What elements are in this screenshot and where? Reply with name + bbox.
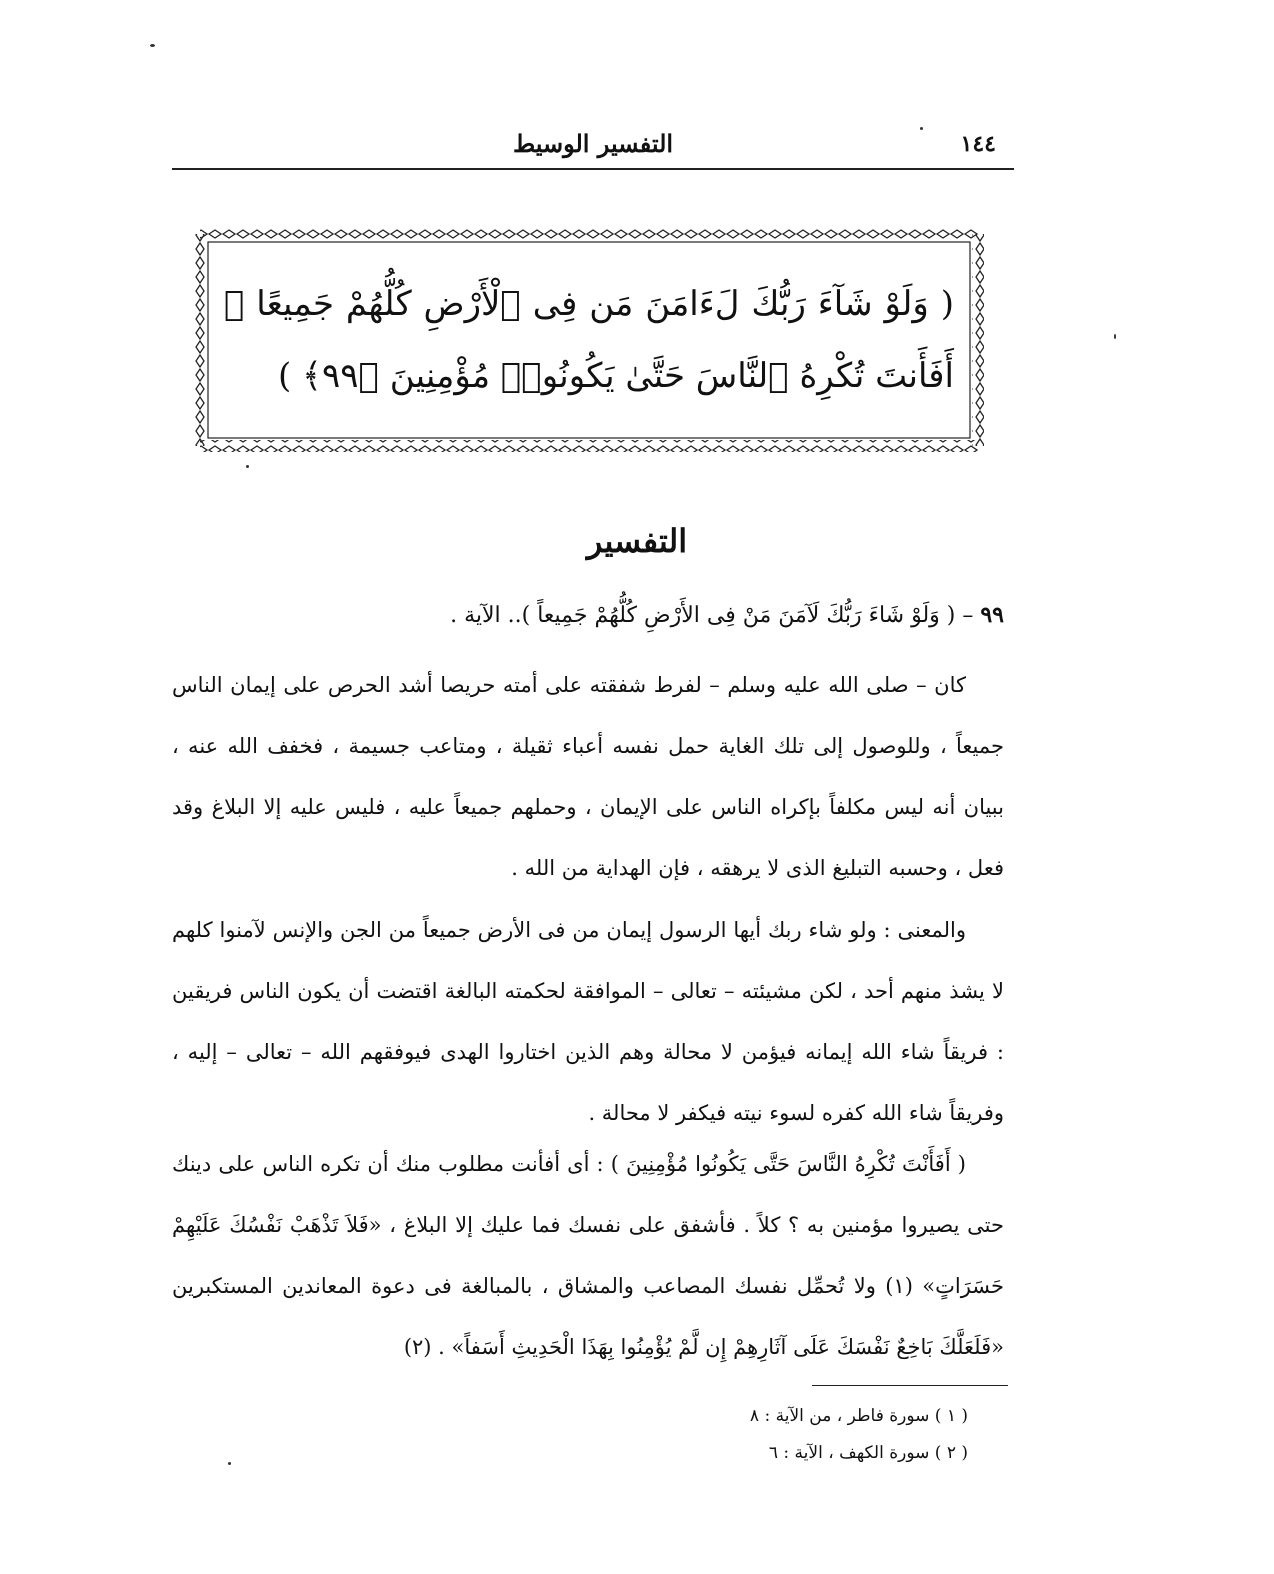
section-title: التفسير [586, 522, 688, 560]
scan-speck [1114, 334, 1116, 339]
scan-speck [150, 44, 155, 47]
page-number: ١٤٤ [960, 131, 996, 157]
footnote: ( ٢ ) سورة الكهف ، الآية : ٦ [768, 1443, 968, 1463]
commentary-paragraph: كان – صلى الله عليه وسلم – لفرط شفقته على أمته حريصا أشد الحرص على إيمان الناس جميعاً ، وللوصول إلى تلك الغاية حمل نفسه أعباء ثقيلة ، ومتاعب جسيمة ، فخفف الله عنه ، ببيان أنه ليس مكلفاً بإكراه الناس على الإيمان ، وحملهم جميعاً عليه ، فليس عليه إلا البلاغ وقد فعل ، وحسبه التبليغ الذى لا يرهقه ، فإن الهداية من الله . [172, 673, 1004, 880]
verse-reference-text: – ( وَلَوْ شَاءَ رَبُّكَ لَآمَنَ مَنْ فِى الأَرْضِ كُلُّهُمْ جَمِيعاً ).. الآية . [450, 603, 974, 628]
verse-frame [194, 228, 984, 452]
header-rule [172, 168, 1014, 170]
verse-number: ٩٩ [980, 602, 1004, 628]
scan-speck [246, 465, 249, 468]
scan-speck [228, 1462, 231, 1465]
footnote-rule [812, 1385, 1008, 1386]
running-title: التفسير الوسيط [512, 129, 674, 158]
verse-reference [172, 595, 1004, 636]
page-header [172, 125, 1014, 167]
commentary-paragraph: والمعنى : ولو شاء ربك أيها الرسول إيمان من فى الأرض جميعاً من الجن والإنس لآمنوا كلهم لا يشذ منهم أحد ، لكن مشيئته – تعالى – الموافقة لحكمته البالغة اقتضت أن يكون الناس فريقين : فريقاً شاء الله إيمانه فيؤمن لا محالة وهم الذين اختاروا الهدى فيوفقهم الله – تعالى – إليه ، وفريقاً شاء الله كفره لسوء نيته فيكفر لا محالة . [172, 918, 1004, 1125]
quran-verse: ( وَلَوْ شَآءَ رَبُّكَ لَءَامَنَ مَن فِى ٱلْأَرْضِ كُلُّهُمْ جَمِيعًا ۚ أَفَأَنتَ تُكْرِهُ ٱلنَّاسَ حَتَّىٰ يَكُونُوا۟ مُؤْمِنِينَ ﴿٩٩﴾ ) [224, 284, 954, 396]
commentary-paragraph: ( أَفَأَنْتَ تُكْرِهُ النَّاسَ حَتَّى يَكُونُوا مُؤْمِنِينَ ) : أى أفأنت مطلوب منك أن تكره الناس على دينك حتى يصيروا مؤمنين به ؟ كلاً . فأشفق على نفسك فما عليك إلا البلاغ ، «فَلاَ تَذْهَبْ نَفْسُكَ عَلَيْهِمْ حَسَرَاتٍ» (١) ولا تُحمِّل نفسك المصاعب والمشاق ، بالمبالغة فى دعوة المعاندين المستكبرين «فَلَعَلَّكَ بَاخِعٌ نَفْسَكَ عَلَى آثَارِهِمْ إِن لَّمْ يُؤْمِنُوا بِهَذَا الْحَدِيثِ أَسَفاً» . (٢) [172, 1152, 1004, 1359]
footnote: ( ١ ) سورة فاطر ، من الآية : ٨ [749, 1406, 968, 1426]
